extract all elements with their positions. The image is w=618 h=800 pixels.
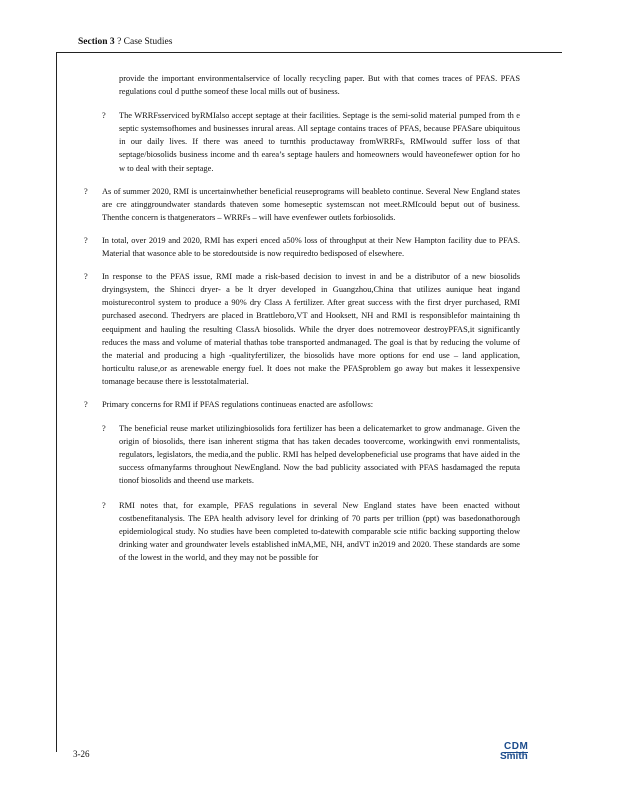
bullet-glyph: ? bbox=[102, 500, 106, 510]
continued-paragraph: provide the important environmentalservice of locally recycling paper. But with that comes traces of PFAS. PFAS regulations coul d putthe someof these local mills out of business. bbox=[119, 74, 520, 97]
document-body bbox=[80, 72, 520, 564]
header-rule bbox=[56, 52, 562, 53]
section-title: Case Studies bbox=[123, 37, 173, 47]
section-header bbox=[78, 37, 172, 47]
bullet-glyph: ? bbox=[102, 424, 106, 434]
sub-bullet-text: RMI notes that, for example, PFAS regulations in several New England states have been enacted without costbenefitanalysis. The EPA health advisory level for drinking of 70 parts per trillion (ppt) was basedonathorough epidemiological study. No studies have been completed to-datewith comparable scie ntific backing supporting thelow drinking water and groundwater levels established inMA,ME, NH, andVT in2019 and 2020. These standards are some of the lowest in the world, and they may not be possible for bbox=[119, 500, 520, 562]
sub-bullet-item bbox=[80, 422, 520, 487]
logo-text-bottom: Smith bbox=[500, 751, 528, 762]
bullet-text: As of summer 2020, RMI is uncertainwhether beneficial reuseprograms will beableto continue. Several New England states are cre atinggroundwater standards thateven some homeseptic systemscan not meet.RMIcould beput out of business. Thenthe concern is thatgenerators – WRRFs – will have evenfewer outlets forbiosolids. bbox=[102, 186, 520, 222]
bullet-item bbox=[80, 270, 520, 388]
bullet-glyph: ? bbox=[84, 272, 88, 282]
sub-bullet-text: The WRRFsserviced byRMIalso accept septage at their facilities. Septage is the semi-solid material pumped from th e septic systemsofhomes and businesses inrural areas. All septage contains traces of PFAS, because PFASare ubiquitous in our daily lives. If there was aneed to turnthis productaway fromWRRFs, RMIwould suffer loss of that septage/biosolids business income and th earea’s septage haulers and homeowners would haveonefewer option for ho w to deal with their septage. bbox=[119, 111, 520, 173]
page-number: 3-26 bbox=[73, 749, 90, 759]
cdm-smith-logo bbox=[500, 742, 540, 764]
section-number: Section 3 bbox=[78, 37, 115, 47]
bullet-item bbox=[80, 398, 520, 411]
bullet-text: In response to the PFAS issue, RMI made a risk-based decision to invest in and be a distributor of a new biosolids dryingsystem, the Shincci dryer- a be lt dryer developed in Guangzhou,China that utilizes aunique heat ingand moisturecontrol system to produce a 90% dry Class A fertilizer. After great success with the first dryer purchased, RMI purchased asecond. Thedryers are placed in Brattleboro,VT and Hooksett, NH and RMI is responsiblefor maintaining th eequipment and hauling the resulting ClassA biosolids. While the dryer does notremoveor destroyPFAS,it significantly reduces the mass and volume of material thathas tobe transported andmanaged. The goal is that by reducing the volume of the material and producing a high -qualityfertilizer, the biosolids have more options for end use – land application, horticultu ralusе,or as arenewable energy fuel. It does not make the PFASproblem go away but makes it lessexpensive tomanage because there is lesstotalmaterial. bbox=[102, 272, 520, 386]
bullet-glyph: ? bbox=[84, 399, 88, 409]
bullet-item bbox=[80, 234, 520, 260]
margin-rule bbox=[56, 52, 57, 752]
sub-bullet-item bbox=[80, 499, 520, 564]
header-separator: ? bbox=[117, 37, 122, 47]
bullet-glyph: ? bbox=[102, 111, 106, 121]
bullet-text: In total, over 2019 and 2020, RMI has experi enced a50% loss of throughput at their New Hampton facility due to PFAS. Material that wasonce able to be storedoutside is now requiredto bedisposed of elsewhere. bbox=[102, 235, 520, 259]
bullet-glyph: ? bbox=[84, 186, 88, 196]
bullet-item bbox=[80, 185, 520, 224]
bullet-text: Primary concerns for RMI if PFAS regulations continueas enacted are asfollows: bbox=[102, 399, 374, 409]
logo-text-top: CDM bbox=[504, 741, 529, 752]
sub-bullet-text: The beneficial reuse market utilizingbiosolids fora fertilizer has been a delicatemarket to grow andmanage. Given the origin of biosolids, there isan inherent stigma that has taken decades toovercome, workingwith envi ronmentalists, regulators, legislators, the media,and the public. RMI has helped developbeneficial use programs that have aided in the success ofmanyfarms throughout NewEngland. Now the bad publicity associated with PFAS hasdamaged the reputa tionof biosolids and theend use markets. bbox=[119, 424, 520, 486]
sub-bullet-septage bbox=[80, 109, 520, 174]
bullet-glyph: ? bbox=[84, 235, 88, 245]
